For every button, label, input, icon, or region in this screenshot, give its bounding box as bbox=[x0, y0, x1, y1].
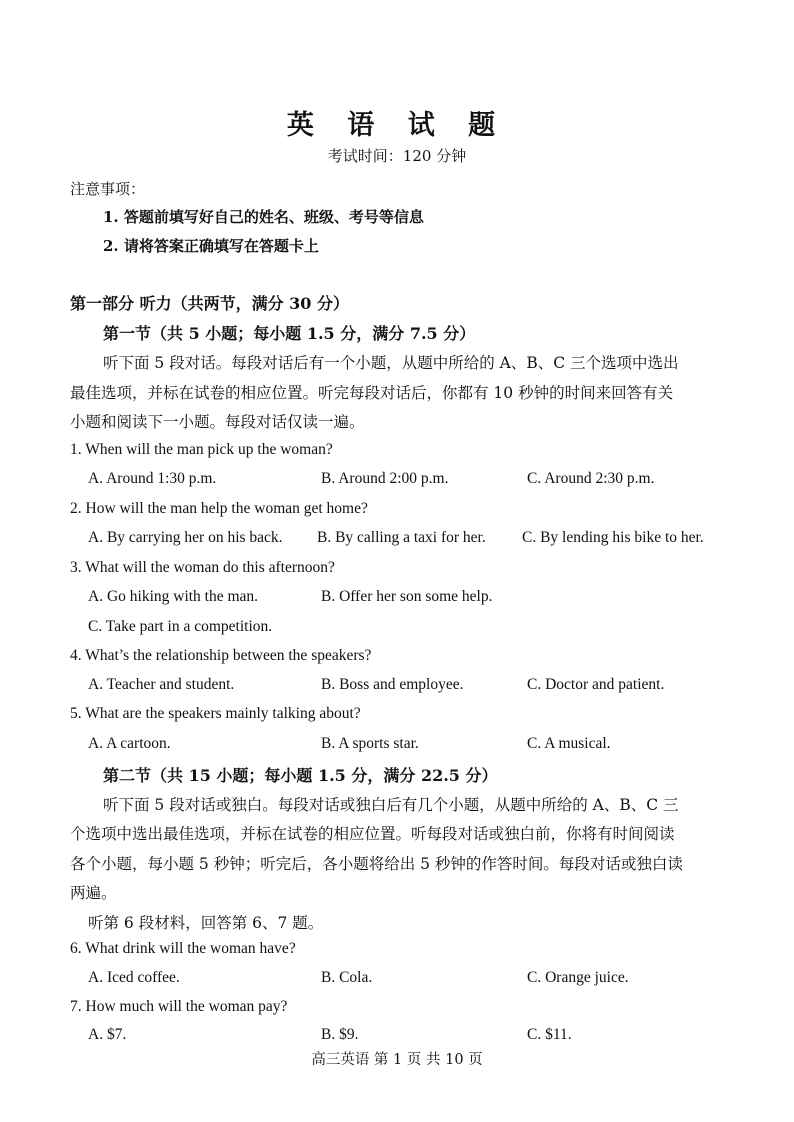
section1-instruction-line: 听下面 5 段对话。每段对话后有一个小题，从题中所给的 A、B、C 三个选项中选出 bbox=[103, 354, 679, 372]
q6-option-c: C. Orange juice. bbox=[527, 969, 629, 986]
q4-option-a: A. Teacher and student. bbox=[88, 676, 235, 693]
page-footer: 高三英语 第 1 页 共 10 页 bbox=[311, 1052, 483, 1068]
note-item: 2. 请将答案正确填写在答题卡上 bbox=[103, 237, 319, 255]
q5-option-b: B. A sports star. bbox=[321, 735, 419, 752]
q2-option-a: A. By carrying her on his back. bbox=[88, 529, 283, 546]
q1-option-a: A. Around 1:30 p.m. bbox=[88, 470, 217, 487]
q4-option-c: C. Doctor and patient. bbox=[527, 676, 665, 693]
section1-instruction-line: 最佳选项，并标在试卷的相应位置。听完每段对话后，你都有 10 秒钟的时间来回答有关 bbox=[70, 384, 674, 402]
question-4: 4. What’s the relationship between the speakers? bbox=[70, 647, 372, 664]
question-5: 5. What are the speakers mainly talking about? bbox=[70, 705, 361, 722]
q7-option-a: A. $7. bbox=[88, 1026, 127, 1043]
q5-option-a: A. A cartoon. bbox=[88, 735, 171, 752]
q6-option-b: B. Cola. bbox=[321, 969, 373, 986]
section1-heading: 第一节（共 5 小题；每小题 1.5 分，满分 7.5 分） bbox=[103, 324, 476, 343]
section2-instruction-line: 听下面 5 段对话或独白。每段对话或独白后有几个小题，从题中所给的 A、B、C 三 bbox=[103, 796, 679, 814]
q4-option-b: B. Boss and employee. bbox=[321, 676, 464, 693]
notes-heading: 注意事项： bbox=[70, 180, 146, 198]
q1-option-c: C. Around 2:30 p.m. bbox=[527, 470, 655, 487]
q3-option-c: C. Take part in a competition. bbox=[88, 618, 273, 635]
section2-instruction-line: 各个小题，每小题 5 秒钟；听完后，各小题将给出 5 秒钟的作答时间。每段对话或独白读 bbox=[70, 855, 683, 873]
q7-option-b: B. $9. bbox=[321, 1026, 359, 1043]
question-7: 7. How much will the woman pay? bbox=[70, 998, 288, 1015]
q2-option-c: C. By lending his bike to her. bbox=[522, 529, 704, 546]
question-3: 3. What will the woman do this afternoon? bbox=[70, 559, 335, 576]
material-note: 听第 6 段材料，回答第 6、7 题。 bbox=[88, 914, 324, 932]
q2-option-b: B. By calling a taxi for her. bbox=[317, 529, 486, 546]
q5-option-c: C. A musical. bbox=[527, 735, 611, 752]
question-6: 6. What drink will the woman have? bbox=[70, 940, 296, 957]
section2-heading: 第二节（共 15 小题；每小题 1.5 分，满分 22.5 分） bbox=[103, 766, 498, 785]
question-1: 1. When will the man pick up the woman? bbox=[70, 441, 333, 458]
q3-option-b: B. Offer her son some help. bbox=[321, 588, 493, 605]
section2-instruction-line: 个选项中选出最佳选项，并标在试卷的相应位置。听每段对话或独白前，你将有时间阅读 bbox=[70, 825, 675, 843]
note-item: 1. 答题前填写好自己的姓名、班级、考号等信息 bbox=[103, 208, 424, 226]
exam-time: 考试时间：120 分钟 bbox=[327, 147, 467, 165]
section2-instruction-line: 两遍。 bbox=[70, 884, 117, 902]
exam-title: 英 语 试 题 bbox=[286, 110, 508, 141]
q1-option-b: B. Around 2:00 p.m. bbox=[321, 470, 449, 487]
q3-option-a: A. Go hiking with the man. bbox=[88, 588, 259, 605]
part1-heading: 第一部分 听力（共两节，满分 30 分） bbox=[70, 294, 349, 313]
q6-option-a: A. Iced coffee. bbox=[88, 969, 180, 986]
question-2: 2. How will the man help the woman get home? bbox=[70, 500, 368, 517]
section1-instruction-line: 小题和阅读下一小题。每段对话仅读一遍。 bbox=[70, 413, 365, 431]
q7-option-c: C. $11. bbox=[527, 1026, 572, 1043]
